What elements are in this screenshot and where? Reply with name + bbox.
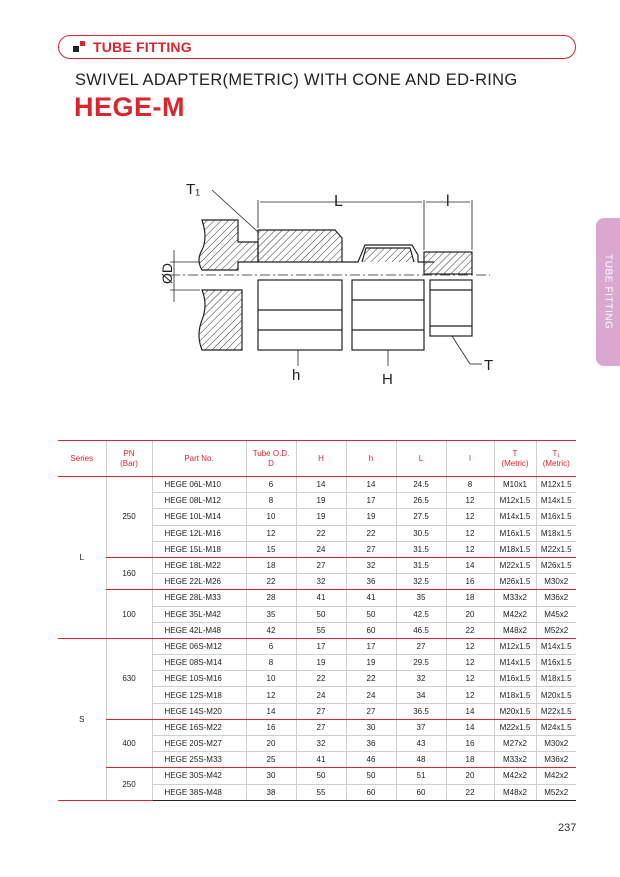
product-model: HEGE-M [74,92,185,122]
table-header-row [58,441,576,477]
cell-d: 6 [246,477,296,493]
cell-h: 27 [346,703,396,719]
cell-h: 41 [296,752,346,768]
cell-t1: M30x2 [536,736,576,752]
cell-l: 31.5 [396,557,446,573]
product-subtitle: SWIVEL ADAPTER(METRIC) WITH CONE AND ED-RING [75,71,518,89]
cell-t: M22x1.5 [494,557,536,573]
cell-t1: M18x1.5 [536,671,576,687]
cell-t: M18x1.5 [494,687,536,703]
cell-d: 25 [246,752,296,768]
cell-l: 20 [446,606,494,622]
cell-h: 22 [296,671,346,687]
cell-l: 14 [446,703,494,719]
cell-h: 27 [296,557,346,573]
cell-t1: M26x1.5 [536,557,576,573]
cell-l: 60 [396,784,446,800]
cell-t: M48x2 [494,622,536,638]
cell-d: 15 [246,541,296,557]
label-h-upper: H [382,371,393,388]
cell-h: 22 [346,671,396,687]
cell-part: HEGE 18L-M22 [152,557,246,573]
cell-l: 12 [446,638,494,654]
cell-t1: M12x1.5 [536,477,576,493]
cell-h: 50 [346,606,396,622]
cell-h: 22 [296,525,346,541]
cell-d: 42 [246,622,296,638]
table-row [58,719,576,735]
cell-l: 36.5 [396,703,446,719]
cell-t1: M14x1.5 [536,638,576,654]
cell-h: 14 [346,477,396,493]
cell-t: M33x2 [494,590,536,606]
cell-d: 18 [246,557,296,573]
cell-part: HEGE 38S-M48 [152,784,246,800]
cell-h: 24 [296,541,346,557]
pn-cell: 160 [106,557,152,589]
cell-t1: M52x2 [536,622,576,638]
cell-d: 16 [246,719,296,735]
cell-l: 14 [446,719,494,735]
cell-l: 12 [446,509,494,525]
cell-t: M14x1.5 [494,509,536,525]
cell-h: 60 [346,784,396,800]
pn-cell: 100 [106,590,152,639]
cell-d: 8 [246,493,296,509]
col-t1: T₁ (Metric) [536,441,576,477]
series-cell: L [58,477,106,639]
label-t1: T₁ [186,181,201,198]
cell-part: HEGE 20S-M27 [152,736,246,752]
cell-t: M16x1.5 [494,671,536,687]
cell-t: M42x2 [494,768,536,784]
cell-t: M12x1.5 [494,493,536,509]
cell-l: 27.5 [396,509,446,525]
cell-h: 19 [346,509,396,525]
cell-l: 34 [396,687,446,703]
cell-h: 36 [346,574,396,590]
cell-l: 8 [446,477,494,493]
cell-l: 16 [446,736,494,752]
cell-h: 24 [296,687,346,703]
cell-l: 27 [396,638,446,654]
section-header [58,35,576,59]
cell-l: 18 [446,590,494,606]
cell-h: 36 [346,736,396,752]
cell-d: 14 [246,703,296,719]
cell-l: 30.5 [396,525,446,541]
cell-l: 31.5 [396,541,446,557]
section-icon [73,41,87,53]
cell-h: 41 [296,590,346,606]
cell-part: HEGE 06L-M10 [152,477,246,493]
cell-h: 50 [296,606,346,622]
cell-h: 27 [296,703,346,719]
cell-l: 14 [446,557,494,573]
col-od: Tube O.D. D [246,441,296,477]
cell-t1: M22x1.5 [536,541,576,557]
cell-l: 12 [446,687,494,703]
col-pn: PN (Bar) [106,441,152,477]
cell-l: 46.5 [396,622,446,638]
page-number: 237 [558,822,577,834]
col-h: h [346,441,396,477]
cell-part: HEGE 42L-M48 [152,622,246,638]
cell-l: 24.5 [396,477,446,493]
cell-l: 12 [446,525,494,541]
cell-d: 6 [246,638,296,654]
cell-t1: M22x1.5 [536,703,576,719]
col-l: l [446,441,494,477]
cell-t: M42x2 [494,606,536,622]
cell-t: M48x2 [494,784,536,800]
series-cell: S [58,638,106,800]
label-l-lower: l [446,193,450,210]
col-t: T (Metric) [494,441,536,477]
cell-l: 32.5 [396,574,446,590]
cell-part: HEGE 22L-M26 [152,574,246,590]
table-row [58,557,576,573]
col-H: H [296,441,346,477]
cell-h: 17 [296,638,346,654]
cell-part: HEGE 12L-M16 [152,525,246,541]
cell-d: 12 [246,525,296,541]
cell-d: 30 [246,768,296,784]
cell-d: 22 [246,574,296,590]
cell-part: HEGE 16S-M22 [152,719,246,735]
cell-t1: M36x2 [536,752,576,768]
cell-h: 55 [296,622,346,638]
cell-part: HEGE 06S-M12 [152,638,246,654]
cell-t1: M14x1.5 [536,493,576,509]
cell-part: HEGE 14S-M20 [152,703,246,719]
cell-l: 48 [396,752,446,768]
cell-part: HEGE 10S-M16 [152,671,246,687]
cell-t: M22x1.5 [494,719,536,735]
cell-h: 27 [346,541,396,557]
label-h-lower: h [292,367,301,384]
cell-h: 19 [296,655,346,671]
cell-l: 37 [396,719,446,735]
cell-l: 22 [446,784,494,800]
cell-h: 17 [346,638,396,654]
cell-part: HEGE 10L-M14 [152,509,246,525]
cell-h: 19 [296,509,346,525]
cell-d: 8 [246,655,296,671]
cell-l: 42.5 [396,606,446,622]
col-series: Series [58,441,106,477]
cell-d: 38 [246,784,296,800]
label-l-upper: L [334,193,343,210]
cell-l: 12 [446,493,494,509]
cell-h: 32 [296,574,346,590]
cell-t1: M45x2 [536,606,576,622]
label-t: T [484,357,494,374]
cell-h: 17 [346,493,396,509]
cell-part: HEGE 08L-M12 [152,493,246,509]
cell-d: 35 [246,606,296,622]
cell-h: 41 [346,590,396,606]
cell-t1: M16x1.5 [536,655,576,671]
cell-h: 27 [296,719,346,735]
pn-cell: 630 [106,638,152,719]
cell-t: M20x1.5 [494,703,536,719]
cell-l: 12 [446,655,494,671]
cell-part: HEGE 28L-M33 [152,590,246,606]
table-row [58,638,576,654]
cell-part: HEGE 25S-M33 [152,752,246,768]
cell-l: 16 [446,574,494,590]
cell-t: M26x1.5 [494,574,536,590]
cell-l: 20 [446,768,494,784]
label-d: ØD [159,263,175,284]
cell-t: M14x1.5 [494,655,536,671]
cell-l: 12 [446,671,494,687]
cell-d: 12 [246,687,296,703]
cell-t: M18x1.5 [494,541,536,557]
cell-d: 10 [246,671,296,687]
cell-part: HEGE 15L-M18 [152,541,246,557]
cell-d: 10 [246,509,296,525]
cell-h: 50 [296,768,346,784]
cell-part: HEGE 08S-M14 [152,655,246,671]
cell-l: 29.5 [396,655,446,671]
cell-t1: M16x1.5 [536,509,576,525]
cell-part: HEGE 30S-M42 [152,768,246,784]
cell-t1: M24x1.5 [536,719,576,735]
cell-l: 43 [396,736,446,752]
cell-t1: M52x2 [536,784,576,800]
cell-d: 28 [246,590,296,606]
cell-t: M33x2 [494,752,536,768]
cell-t1: M30x2 [536,574,576,590]
cell-h: 22 [346,525,396,541]
cell-l: 35 [396,590,446,606]
cell-h: 24 [346,687,396,703]
cell-t1: M42x2 [536,768,576,784]
cell-part: HEGE 35L-M42 [152,606,246,622]
cell-l: 18 [446,752,494,768]
cell-t1: M36x2 [536,590,576,606]
table-row [58,768,576,784]
table-row [58,590,576,606]
cell-h: 19 [346,655,396,671]
cell-d: 20 [246,736,296,752]
cell-t: M27x2 [494,736,536,752]
cell-h: 14 [296,477,346,493]
table-row [58,477,576,493]
pn-cell: 250 [106,477,152,558]
cell-h: 19 [296,493,346,509]
cell-l: 26.5 [396,493,446,509]
cell-h: 46 [346,752,396,768]
cell-t: M12x1.5 [494,638,536,654]
section-title: TUBE FITTING [93,39,192,55]
spec-table [58,440,576,801]
cell-part: HEGE 12S-M18 [152,687,246,703]
cell-l: 22 [446,622,494,638]
side-tab[interactable] [596,218,620,366]
technical-drawing [130,170,510,400]
cell-l: 32 [396,671,446,687]
cell-h: 50 [346,768,396,784]
pn-cell: 250 [106,768,152,800]
cell-h: 32 [346,557,396,573]
cell-t1: M18x1.5 [536,525,576,541]
side-tab-label: TUBE FITTING [602,254,614,330]
pn-cell: 400 [106,719,152,768]
cell-t1: M20x1.5 [536,687,576,703]
cell-t: M10x1 [494,477,536,493]
cell-l: 51 [396,768,446,784]
cell-h: 60 [346,622,396,638]
cell-t: M16x1.5 [494,525,536,541]
cell-h: 32 [296,736,346,752]
cell-h: 30 [346,719,396,735]
col-L: L [396,441,446,477]
col-part: Part No. [152,441,246,477]
cell-h: 55 [296,784,346,800]
cell-l: 12 [446,541,494,557]
